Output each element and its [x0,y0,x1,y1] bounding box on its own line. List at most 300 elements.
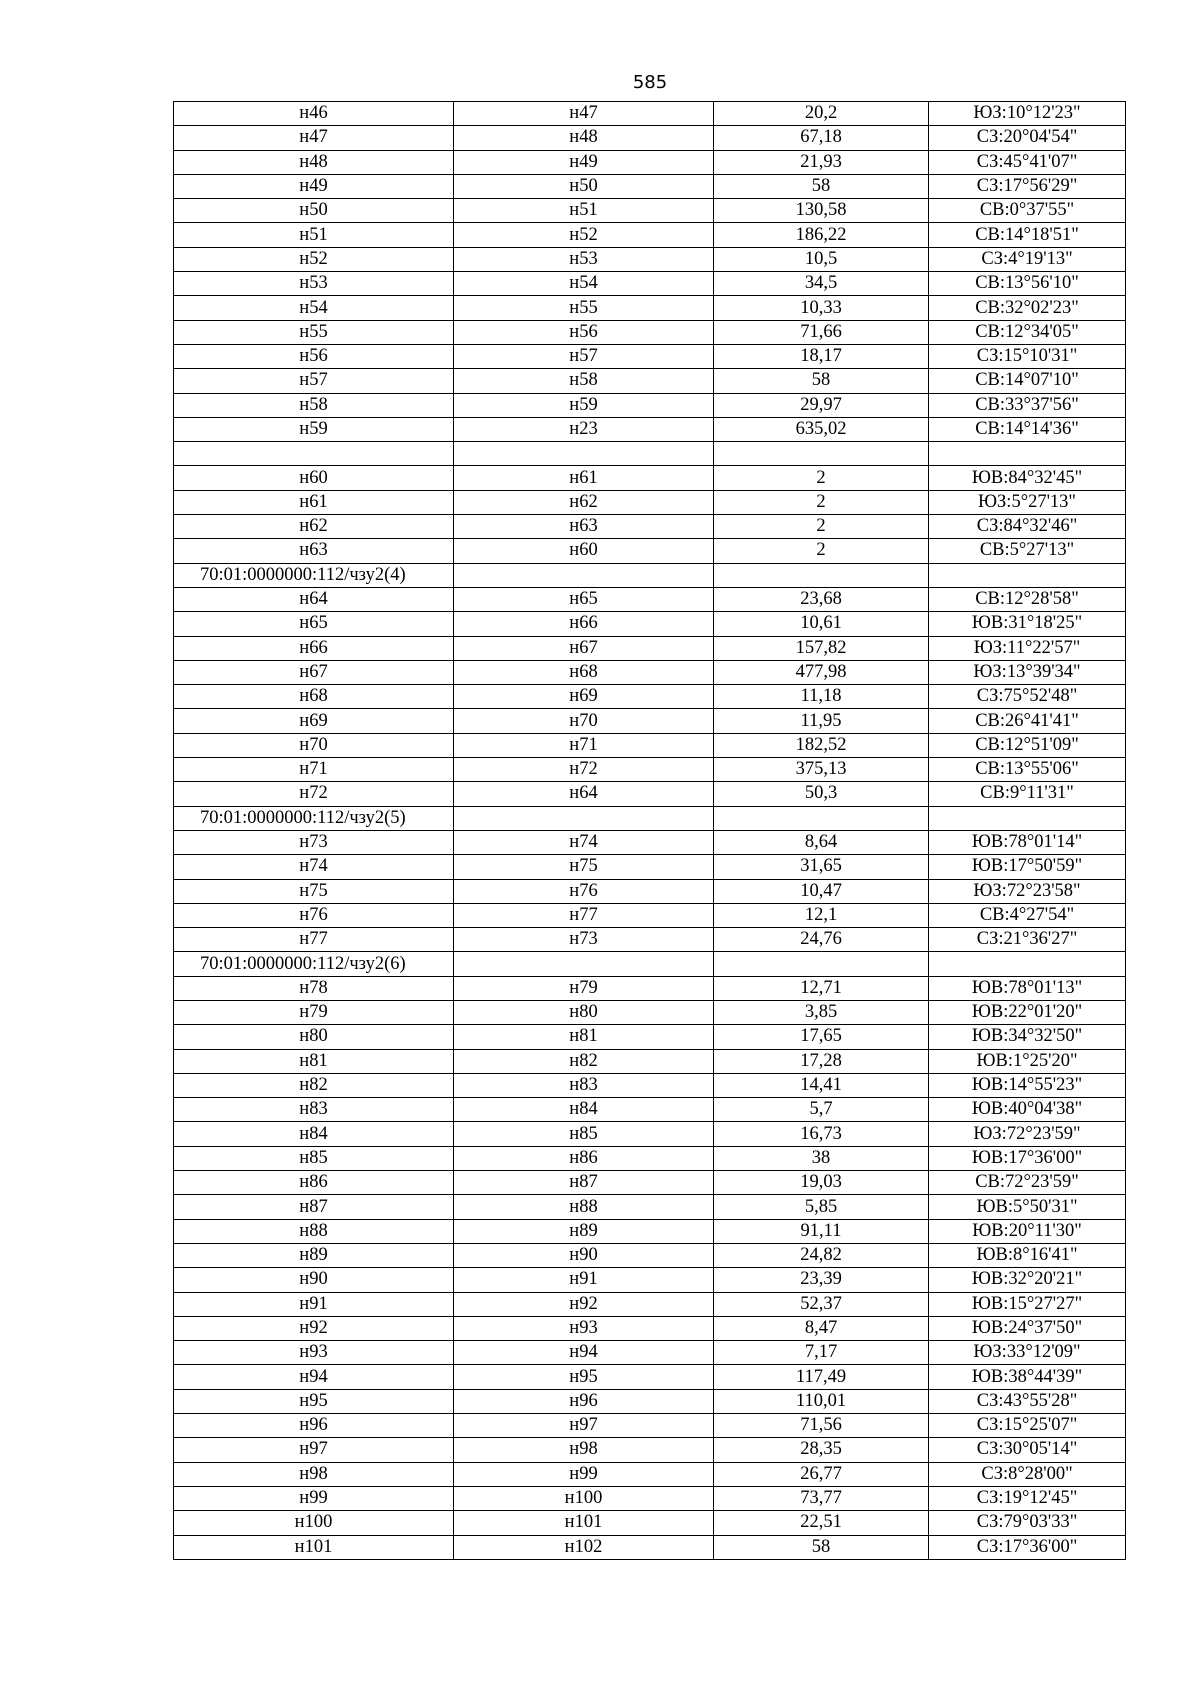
distance-cell: 29,97 [714,393,929,417]
to-point-cell: н67 [454,636,714,660]
bearing-cell: СВ:14°07'10" [929,369,1126,393]
to-point-cell: н97 [454,1414,714,1438]
from-point-cell: н82 [174,1073,454,1097]
to-point-cell: н81 [454,1025,714,1049]
distance-cell: 5,85 [714,1195,929,1219]
table-row [174,1389,1126,1413]
distance-cell: 477,98 [714,660,929,684]
from-point-cell: н87 [174,1195,454,1219]
distance-cell: 157,82 [714,636,929,660]
distance-cell: 58 [714,174,929,198]
table-row [174,709,1126,733]
from-point-cell: н69 [174,709,454,733]
section-row [174,563,1126,587]
table-row [174,1049,1126,1073]
bearing-cell: СВ:26°41'41" [929,709,1126,733]
from-point-cell: н85 [174,1146,454,1170]
distance-cell: 10,47 [714,879,929,903]
to-point-cell: н60 [454,539,714,563]
bearing-cell: СЗ:75°52'48" [929,685,1126,709]
bearing-cell: ЮВ:32°20'21" [929,1268,1126,1292]
from-point-cell: н67 [174,660,454,684]
distance-cell: 12,1 [714,903,929,927]
distance-cell: 182,52 [714,733,929,757]
boundary-table [173,101,1126,1560]
to-point-cell: н65 [454,587,714,611]
bearing-cell: СВ:12°34'05" [929,320,1126,344]
to-point-cell: н61 [454,466,714,490]
bearing-cell: СЗ:30°05'14" [929,1438,1126,1462]
from-point-cell: н78 [174,976,454,1000]
section-empty-cell [929,563,1126,587]
table-row [174,272,1126,296]
bearing-cell: СЗ:21°36'27" [929,928,1126,952]
table-row [174,612,1126,636]
table-row [174,587,1126,611]
to-point-cell: н95 [454,1365,714,1389]
table-row [174,1171,1126,1195]
from-point-cell: н93 [174,1341,454,1365]
table-row [174,1486,1126,1510]
section-label: 70:01:0000000:112/чзу2(4) [174,563,454,587]
table-row [174,1292,1126,1316]
to-point-cell: н102 [454,1535,714,1559]
table-row [174,539,1126,563]
bearing-cell: ЮВ:31°18'25" [929,612,1126,636]
distance-cell: 11,95 [714,709,929,733]
to-point-cell: н52 [454,223,714,247]
table-row [174,928,1126,952]
to-point-cell: н50 [454,174,714,198]
table-row [174,1025,1126,1049]
table-row [174,126,1126,150]
from-point-cell: н74 [174,855,454,879]
table-row [174,1341,1126,1365]
from-point-cell: н59 [174,417,454,441]
bearing-cell: СВ:32°02'23" [929,296,1126,320]
distance-cell: 110,01 [714,1389,929,1413]
distance-cell: 21,93 [714,150,929,174]
from-point-cell: н98 [174,1462,454,1486]
from-point-cell: н76 [174,903,454,927]
table-row [174,344,1126,368]
distance-cell: 16,73 [714,1122,929,1146]
to-point-cell: н88 [454,1195,714,1219]
from-point-cell: н57 [174,369,454,393]
bearing-cell: ЮЗ:72°23'58" [929,879,1126,903]
bearing-cell: ЮВ:34°32'50" [929,1025,1126,1049]
table-row [174,1243,1126,1267]
table-row [174,1511,1126,1535]
bearing-cell: ЮВ:17°36'00" [929,1146,1126,1170]
distance-cell: 130,58 [714,199,929,223]
to-point-cell: н82 [454,1049,714,1073]
distance-cell: 10,61 [714,612,929,636]
bearing-cell: СВ:14°14'36" [929,417,1126,441]
distance-cell: 17,28 [714,1049,929,1073]
from-point-cell: н83 [174,1098,454,1122]
bearing-cell: СВ:13°55'06" [929,758,1126,782]
to-point-cell: н66 [454,612,714,636]
distance-cell: 14,41 [714,1073,929,1097]
from-point-cell: н47 [174,126,454,150]
distance-cell: 52,37 [714,1292,929,1316]
to-point-cell: н91 [454,1268,714,1292]
bearing-cell: СВ:14°18'51" [929,223,1126,247]
distance-cell [714,442,929,466]
distance-cell: 8,47 [714,1316,929,1340]
to-point-cell: н58 [454,369,714,393]
bearing-cell: ЮЗ:72°23'59" [929,1122,1126,1146]
distance-cell: 3,85 [714,1000,929,1024]
to-point-cell: н77 [454,903,714,927]
distance-cell: 71,56 [714,1414,929,1438]
bearing-cell: ЮВ:38°44'39" [929,1365,1126,1389]
to-point-cell: н63 [454,515,714,539]
distance-cell: 8,64 [714,830,929,854]
from-point-cell: н70 [174,733,454,757]
from-point-cell: н49 [174,174,454,198]
distance-cell: 23,39 [714,1268,929,1292]
from-point-cell: н100 [174,1511,454,1535]
from-point-cell: н62 [174,515,454,539]
bearing-cell: ЮВ:78°01'14" [929,830,1126,854]
table-row [174,1268,1126,1292]
from-point-cell: н61 [174,490,454,514]
distance-cell: 50,3 [714,782,929,806]
distance-cell: 17,65 [714,1025,929,1049]
from-point-cell: н72 [174,782,454,806]
from-point-cell: н46 [174,102,454,126]
table-row [174,1414,1126,1438]
bearing-cell: СЗ:19°12'45" [929,1486,1126,1510]
from-point-cell: н77 [174,928,454,952]
to-point-cell: н94 [454,1341,714,1365]
table-row [174,855,1126,879]
distance-cell: 5,7 [714,1098,929,1122]
to-point-cell: н51 [454,199,714,223]
from-point-cell: н101 [174,1535,454,1559]
to-point-cell: н59 [454,393,714,417]
from-point-cell: н80 [174,1025,454,1049]
distance-cell: 10,5 [714,247,929,271]
bearing-cell: ЮВ:78°01'13" [929,976,1126,1000]
bearing-cell: ЮВ:8°16'41" [929,1243,1126,1267]
distance-cell: 186,22 [714,223,929,247]
from-point-cell: н89 [174,1243,454,1267]
section-label: 70:01:0000000:112/чзу2(5) [174,806,454,830]
distance-cell: 19,03 [714,1171,929,1195]
distance-cell: 67,18 [714,126,929,150]
bearing-cell: СВ:12°51'09" [929,733,1126,757]
to-point-cell: н93 [454,1316,714,1340]
table-row [174,1219,1126,1243]
distance-cell: 58 [714,1535,929,1559]
to-point-cell: н69 [454,685,714,709]
distance-cell: 71,66 [714,320,929,344]
to-point-cell: н84 [454,1098,714,1122]
section-empty-cell [454,952,714,976]
from-point-cell: н97 [174,1438,454,1462]
table-row [174,1462,1126,1486]
to-point-cell: н85 [454,1122,714,1146]
from-point-cell: н92 [174,1316,454,1340]
to-point-cell: н80 [454,1000,714,1024]
to-point-cell: н62 [454,490,714,514]
table-row [174,150,1126,174]
to-point-cell: н96 [454,1389,714,1413]
boundary-table-body [174,102,1126,1560]
from-point-cell: н91 [174,1292,454,1316]
table-row [174,733,1126,757]
table-row [174,369,1126,393]
to-point-cell: н99 [454,1462,714,1486]
bearing-cell: СВ:9°11'31" [929,782,1126,806]
to-point-cell: н79 [454,976,714,1000]
distance-cell: 10,33 [714,296,929,320]
distance-cell: 11,18 [714,685,929,709]
from-point-cell: н79 [174,1000,454,1024]
bearing-cell: СЗ:8°28'00" [929,1462,1126,1486]
distance-cell: 26,77 [714,1462,929,1486]
table-row [174,685,1126,709]
bearing-cell: СЗ:17°56'29" [929,174,1126,198]
table-row [174,393,1126,417]
bearing-cell: ЮВ:40°04'38" [929,1098,1126,1122]
bearing-cell: СЗ:4°19'13" [929,247,1126,271]
from-point-cell: н64 [174,587,454,611]
from-point-cell: н66 [174,636,454,660]
distance-cell: 2 [714,515,929,539]
bearing-cell: СЗ:20°04'54" [929,126,1126,150]
table-row [174,1365,1126,1389]
from-point-cell: н58 [174,393,454,417]
section-empty-cell [929,952,1126,976]
from-point-cell: н96 [174,1414,454,1438]
to-point-cell: н90 [454,1243,714,1267]
distance-cell: 375,13 [714,758,929,782]
from-point-cell: н60 [174,466,454,490]
distance-cell: 34,5 [714,272,929,296]
page-number: 585 [632,72,668,93]
from-point-cell: н94 [174,1365,454,1389]
distance-cell: 22,51 [714,1511,929,1535]
to-point-cell: н47 [454,102,714,126]
table-row [174,247,1126,271]
to-point-cell: н64 [454,782,714,806]
table-row [174,442,1126,466]
to-point-cell: н73 [454,928,714,952]
bearing-cell: ЮВ:20°11'30" [929,1219,1126,1243]
table-row [174,199,1126,223]
from-point-cell: н55 [174,320,454,344]
to-point-cell: н48 [454,126,714,150]
table-row [174,879,1126,903]
table-row [174,782,1126,806]
table-row [174,296,1126,320]
table-row [174,1535,1126,1559]
to-point-cell: н101 [454,1511,714,1535]
bearing-cell: ЮЗ:11°22'57" [929,636,1126,660]
from-point-cell: н84 [174,1122,454,1146]
table-row [174,976,1126,1000]
bearing-cell: ЮВ:14°55'23" [929,1073,1126,1097]
from-point-cell: н95 [174,1389,454,1413]
from-point-cell: н81 [174,1049,454,1073]
distance-cell: 2 [714,539,929,563]
table-row [174,1098,1126,1122]
table-row [174,1146,1126,1170]
to-point-cell: н56 [454,320,714,344]
bearing-cell: ЮЗ:33°12'09" [929,1341,1126,1365]
from-point-cell: н56 [174,344,454,368]
bearing-cell: СВ:12°28'58" [929,587,1126,611]
section-empty-cell [714,563,929,587]
section-empty-cell [929,806,1126,830]
distance-cell: 2 [714,466,929,490]
table-row [174,1122,1126,1146]
section-empty-cell [714,806,929,830]
table-row [174,174,1126,198]
from-point-cell: н86 [174,1171,454,1195]
distance-cell: 635,02 [714,417,929,441]
bearing-cell: СЗ:43°55'28" [929,1389,1126,1413]
table-row [174,102,1126,126]
from-point-cell: н50 [174,199,454,223]
from-point-cell: н90 [174,1268,454,1292]
to-point-cell: н98 [454,1438,714,1462]
from-point-cell: н73 [174,830,454,854]
section-empty-cell [454,563,714,587]
from-point-cell: н54 [174,296,454,320]
bearing-cell: СЗ:79°03'33" [929,1511,1126,1535]
to-point-cell: н89 [454,1219,714,1243]
from-point-cell: н71 [174,758,454,782]
bearing-cell [929,442,1126,466]
distance-cell: 2 [714,490,929,514]
from-point-cell: н75 [174,879,454,903]
to-point-cell: н23 [454,417,714,441]
distance-cell: 117,49 [714,1365,929,1389]
distance-cell: 7,17 [714,1341,929,1365]
distance-cell: 23,68 [714,587,929,611]
table-row [174,417,1126,441]
bearing-cell: СЗ:15°25'07" [929,1414,1126,1438]
section-row [174,806,1126,830]
table-row [174,1316,1126,1340]
to-point-cell: н70 [454,709,714,733]
bearing-cell: ЮВ:15°27'27" [929,1292,1126,1316]
section-empty-cell [714,952,929,976]
distance-cell: 24,76 [714,928,929,952]
table-row [174,490,1126,514]
to-point-cell: н76 [454,879,714,903]
bearing-cell: ЮВ:1°25'20" [929,1049,1126,1073]
bearing-cell: ЮЗ:10°12'23" [929,102,1126,126]
to-point-cell: н49 [454,150,714,174]
from-point-cell: н65 [174,612,454,636]
from-point-cell: н52 [174,247,454,271]
from-point-cell: н53 [174,272,454,296]
bearing-cell: ЮВ:84°32'45" [929,466,1126,490]
distance-cell: 12,71 [714,976,929,1000]
to-point-cell: н87 [454,1171,714,1195]
distance-cell: 24,82 [714,1243,929,1267]
from-point-cell [174,442,454,466]
bearing-cell: ЮВ:17°50'59" [929,855,1126,879]
bearing-cell: СЗ:17°36'00" [929,1535,1126,1559]
from-point-cell: н51 [174,223,454,247]
to-point-cell: н68 [454,660,714,684]
table-row [174,636,1126,660]
distance-cell: 58 [714,369,929,393]
table-row [174,1000,1126,1024]
bearing-cell: СЗ:15°10'31" [929,344,1126,368]
table-row [174,466,1126,490]
bearing-cell: СВ:72°23'59" [929,1171,1126,1195]
distance-cell: 18,17 [714,344,929,368]
to-point-cell: н100 [454,1486,714,1510]
table-row [174,1073,1126,1097]
to-point-cell: н83 [454,1073,714,1097]
to-point-cell: н53 [454,247,714,271]
to-point-cell: н57 [454,344,714,368]
from-point-cell: н68 [174,685,454,709]
table-row [174,223,1126,247]
distance-cell: 31,65 [714,855,929,879]
from-point-cell: н88 [174,1219,454,1243]
distance-cell: 20,2 [714,102,929,126]
table-row [174,1438,1126,1462]
from-point-cell: н63 [174,539,454,563]
from-point-cell: н48 [174,150,454,174]
to-point-cell: н86 [454,1146,714,1170]
from-point-cell: н99 [174,1486,454,1510]
bearing-cell: СВ:13°56'10" [929,272,1126,296]
table-row [174,660,1126,684]
table-row [174,830,1126,854]
table-row [174,515,1126,539]
table-row [174,903,1126,927]
distance-cell: 38 [714,1146,929,1170]
bearing-cell: ЮВ:24°37'50" [929,1316,1126,1340]
to-point-cell: н54 [454,272,714,296]
bearing-cell: ЮЗ:5°27'13" [929,490,1126,514]
to-point-cell: н75 [454,855,714,879]
table-row [174,320,1126,344]
to-point-cell: н71 [454,733,714,757]
bearing-cell: ЮЗ:13°39'34" [929,660,1126,684]
to-point-cell [454,442,714,466]
to-point-cell: н55 [454,296,714,320]
distance-cell: 28,35 [714,1438,929,1462]
bearing-cell: СВ:5°27'13" [929,539,1126,563]
bearing-cell: СВ:4°27'54" [929,903,1126,927]
to-point-cell: н92 [454,1292,714,1316]
bearing-cell: СВ:0°37'55" [929,199,1126,223]
section-empty-cell [454,806,714,830]
bearing-cell: ЮВ:5°50'31" [929,1195,1126,1219]
section-row [174,952,1126,976]
bearing-cell: СЗ:45°41'07" [929,150,1126,174]
table-row [174,758,1126,782]
distance-cell: 91,11 [714,1219,929,1243]
to-point-cell: н74 [454,830,714,854]
section-label: 70:01:0000000:112/чзу2(6) [174,952,454,976]
bearing-cell: ЮВ:22°01'20" [929,1000,1126,1024]
to-point-cell: н72 [454,758,714,782]
bearing-cell: СЗ:84°32'46" [929,515,1126,539]
